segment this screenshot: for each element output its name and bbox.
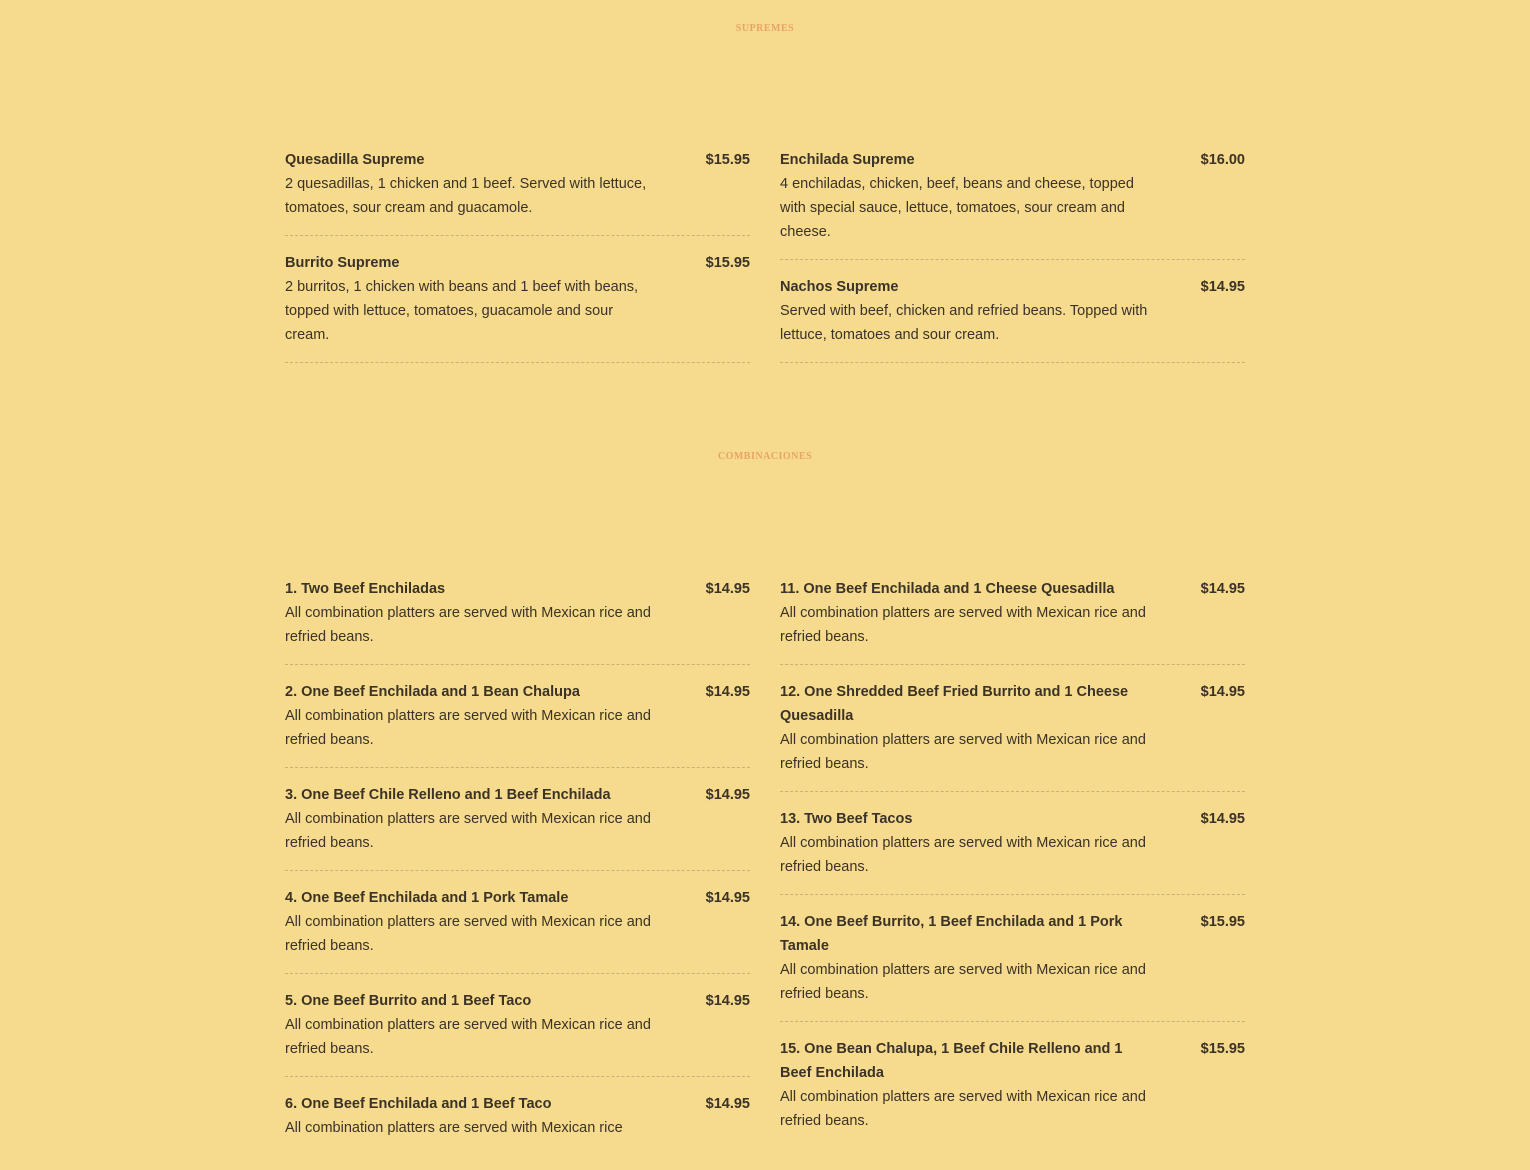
item-description: 2 quesadillas, 1 chicken and 1 beef. Served with lettuce, tomatoes, sour cream and guacamole. — [285, 176, 647, 216]
menu-item — [285, 886, 750, 974]
item-price: $14.95 — [1200, 581, 1245, 597]
item-description: Served with beef, chicken and refried beans. Topped with lettuce, tomatoes and sour cream. — [780, 303, 1148, 343]
item-name: Enchilada Supreme — [780, 152, 915, 168]
item-description: All combination platters are served with Mexican rice — [285, 1120, 623, 1136]
item-name: 4. One Beef Enchilada and 1 Pork Tamale — [285, 890, 569, 906]
item-price: $15.95 — [1200, 914, 1245, 930]
item-name: 6. One Beef Enchilada and 1 Beef Taco — [285, 1096, 552, 1112]
menu-item — [780, 680, 1245, 792]
item-name: Burrito Supreme — [285, 255, 400, 271]
item-price: $16.00 — [1200, 152, 1245, 168]
menu-item — [780, 1037, 1245, 1148]
menu-item — [780, 577, 1245, 665]
menu-item — [285, 783, 750, 871]
menu-item — [285, 680, 750, 768]
item-description: All combination platters are served with Mexican rice and refried beans. — [780, 732, 1146, 772]
item-description: 2 burritos, 1 chicken with beans and 1 beef with beans, topped with lettuce, tomatoes, guacamole and sour cream. — [285, 279, 639, 343]
item-price: $14.95 — [1200, 684, 1245, 700]
menu-item — [285, 1092, 750, 1155]
menu-item — [285, 577, 750, 665]
item-name: 11. One Beef Enchilada and 1 Cheese Quesadilla — [780, 581, 1115, 597]
section-title-supremes: supremes — [735, 20, 795, 35]
item-description: All combination platters are served with Mexican rice and refried beans. — [285, 605, 651, 645]
combinaciones-right-column — [780, 577, 1245, 1163]
menu-item — [780, 275, 1245, 363]
item-name: 3. One Beef Chile Relleno and 1 Beef Enchilada — [285, 787, 611, 803]
item-price: $14.95 — [705, 684, 750, 700]
item-description: All combination platters are served with Mexican rice and refried beans. — [285, 1017, 651, 1057]
item-name: 1. Two Beef Enchiladas — [285, 581, 446, 597]
item-price: $14.95 — [705, 787, 750, 803]
item-name: Quesadilla Supreme — [285, 152, 425, 168]
supremes-left-column — [285, 148, 750, 378]
menu-item — [780, 807, 1245, 895]
item-price: $15.95 — [1200, 1041, 1245, 1057]
menu-item — [285, 989, 750, 1077]
item-description: All combination platters are served with Mexican rice and refried beans. — [285, 708, 651, 748]
item-name: 15. One Bean Chalupa, 1 Beef Chile Relleno and 1 Beef Enchilada — [780, 1041, 1123, 1081]
item-name: 2. One Beef Enchilada and 1 Bean Chalupa — [285, 684, 580, 700]
menu-item — [285, 148, 750, 236]
item-price: $15.95 — [705, 255, 750, 271]
item-price: $14.95 — [1200, 811, 1245, 827]
item-price: $14.95 — [705, 890, 750, 906]
item-price: $14.95 — [1200, 279, 1245, 295]
item-description: All combination platters are served with Mexican rice and refried beans. — [780, 1089, 1146, 1129]
combinaciones-left-column — [285, 577, 750, 1170]
item-price: $14.95 — [705, 993, 750, 1009]
item-description: All combination platters are served with Mexican rice and refried beans. — [780, 605, 1146, 645]
section-title-combinaciones: combinaciones — [717, 448, 813, 463]
item-price: $14.95 — [705, 1096, 750, 1112]
item-description: All combination platters are served with Mexican rice and refried beans. — [285, 914, 651, 954]
item-price: $14.95 — [705, 581, 750, 597]
item-name: 12. One Shredded Beef Fried Burrito and 1 Cheese Quesadilla — [780, 684, 1129, 724]
item-name: 14. One Beef Burrito, 1 Beef Enchilada and 1 Pork Tamale — [780, 914, 1123, 954]
item-description: All combination platters are served with Mexican rice and refried beans. — [780, 962, 1146, 1002]
menu-item — [780, 148, 1245, 260]
item-name: Nachos Supreme — [780, 279, 899, 295]
supremes-right-column — [780, 148, 1245, 378]
item-description: All combination platters are served with Mexican rice and refried beans. — [285, 811, 651, 851]
item-description: 4 enchiladas, chicken, beef, beans and cheese, topped with special sauce, lettuce, tomatoes, sour cream and cheese. — [780, 176, 1134, 240]
item-name: 5. One Beef Burrito and 1 Beef Taco — [285, 993, 532, 1009]
item-name: 13. Two Beef Tacos — [780, 811, 913, 827]
menu-item — [285, 251, 750, 363]
menu-item — [780, 910, 1245, 1022]
item-description: All combination platters are served with Mexican rice and refried beans. — [780, 835, 1146, 875]
item-price: $15.95 — [705, 152, 750, 168]
